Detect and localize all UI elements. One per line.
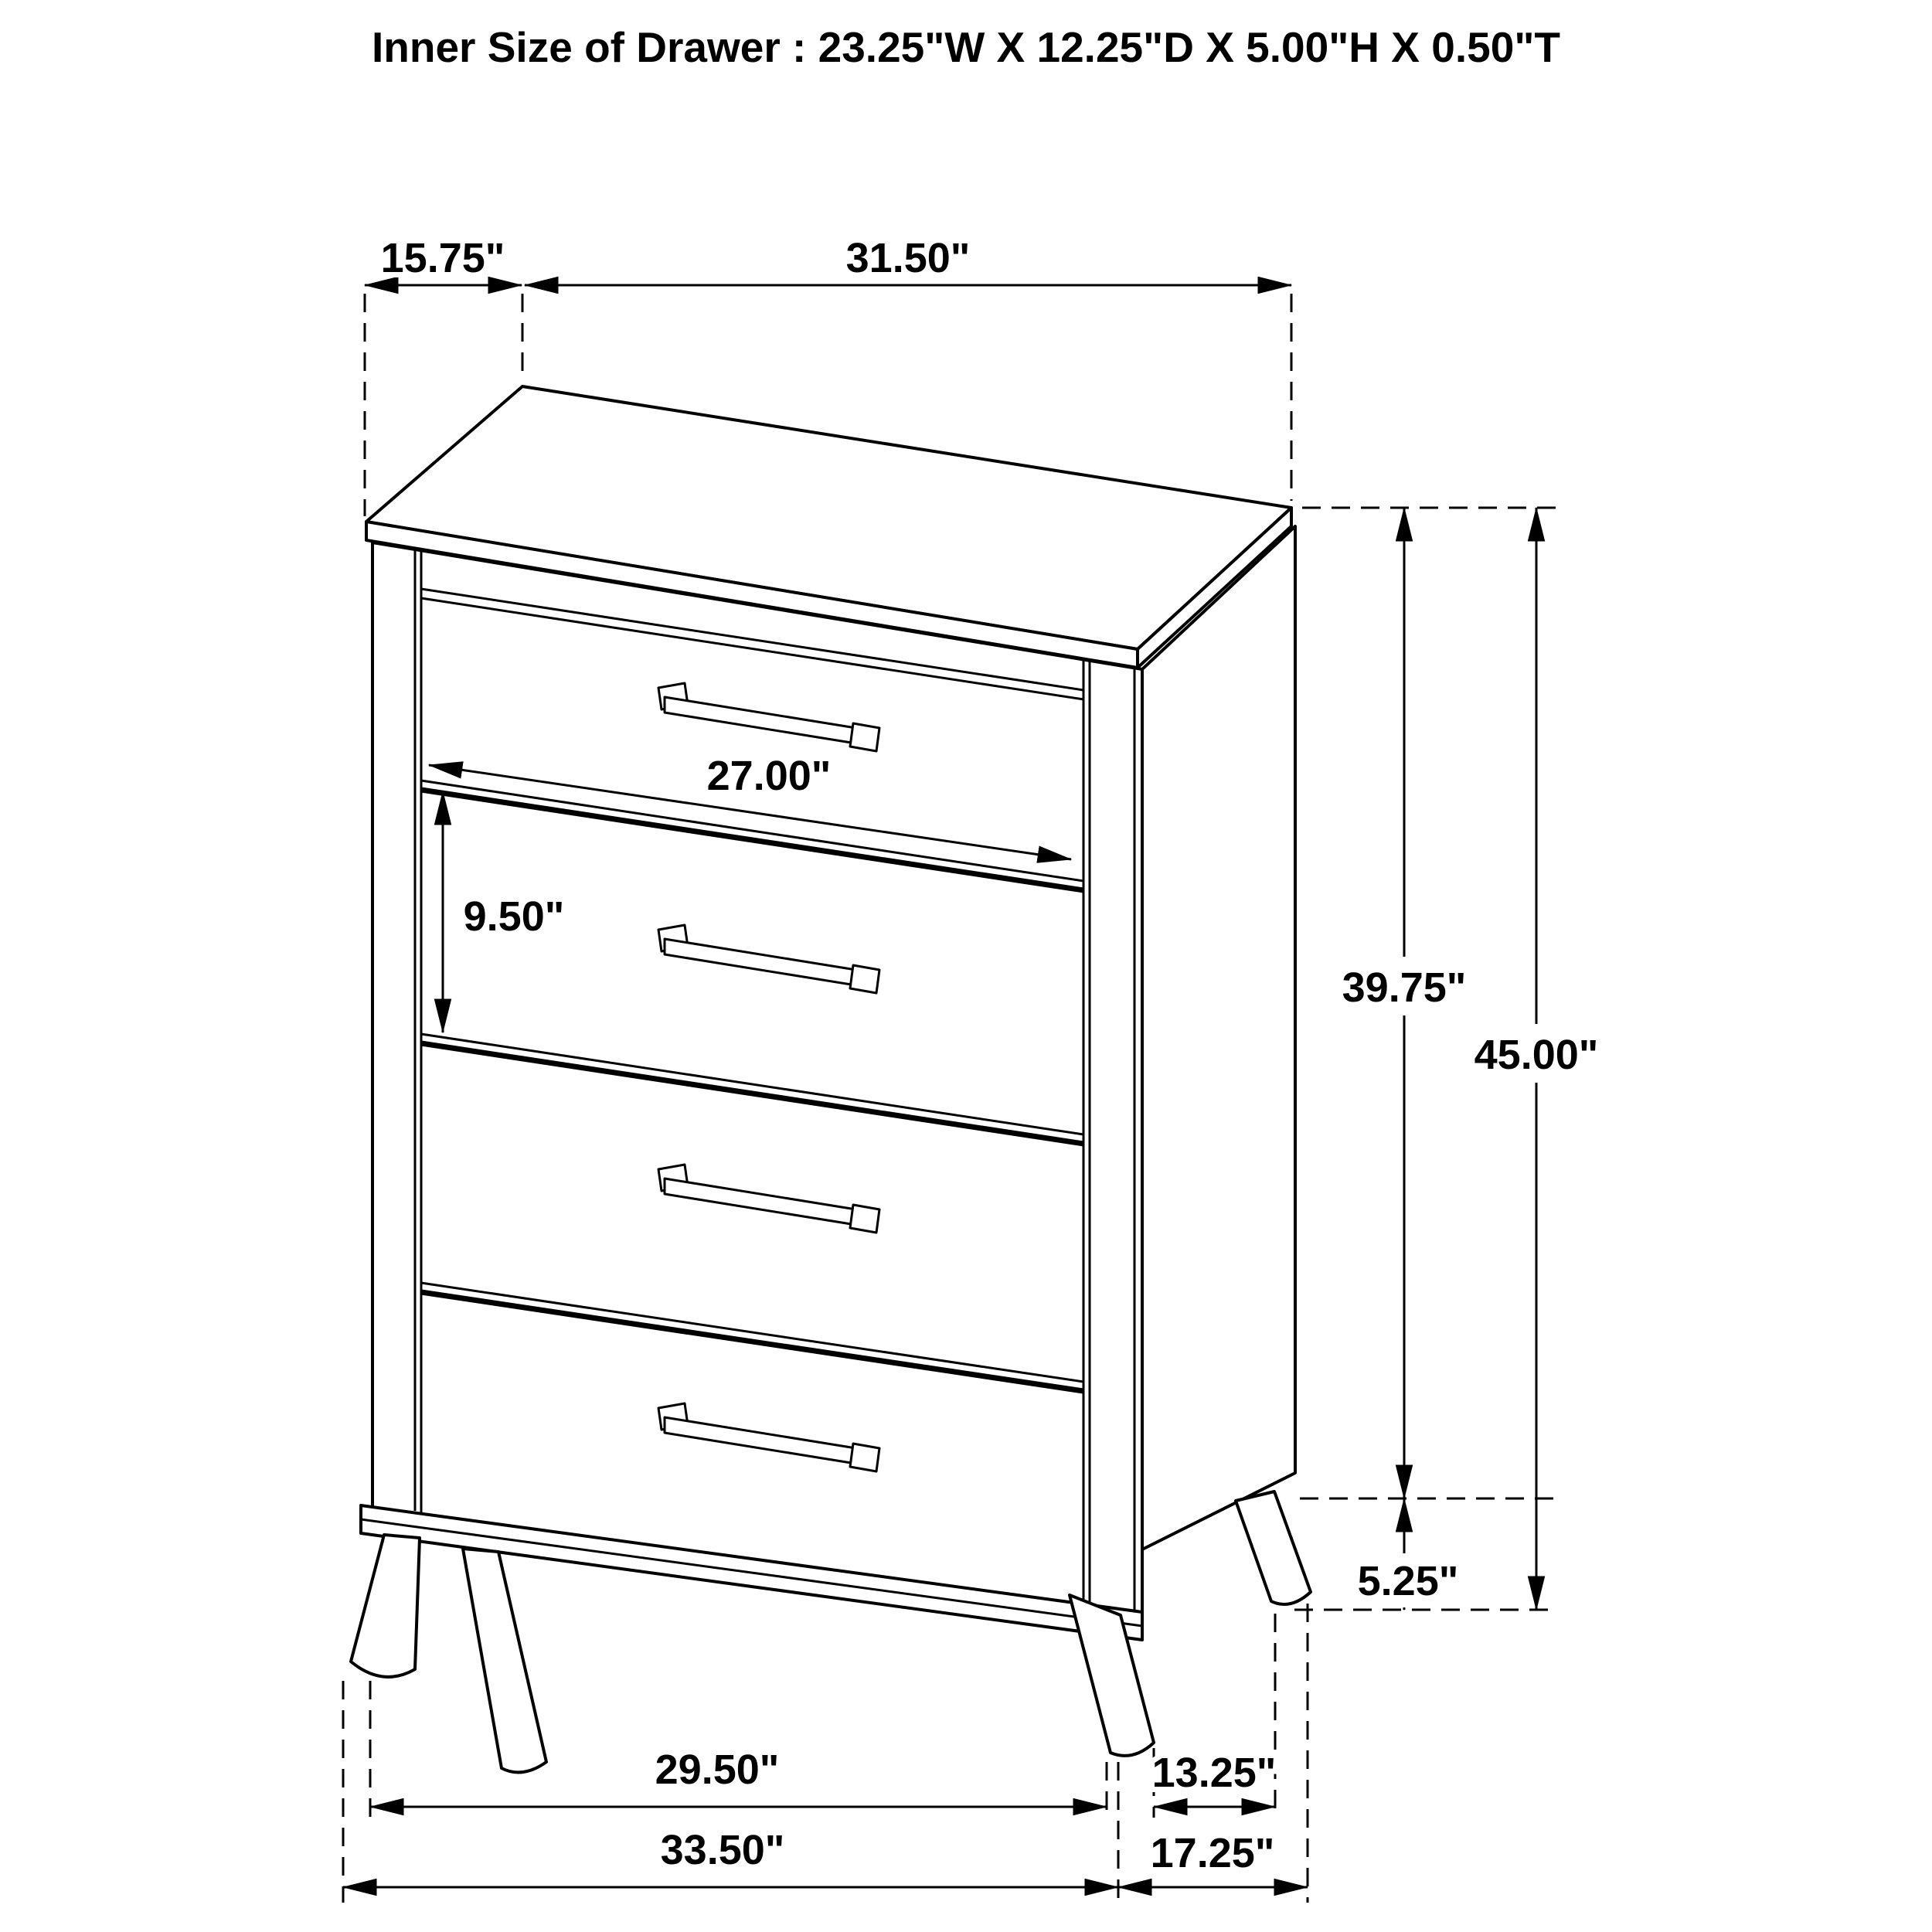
dim-label-case-height: 39.75" bbox=[1342, 964, 1467, 1011]
front-left-leg bbox=[351, 1535, 420, 1677]
dim-label-drawer-height: 9.50" bbox=[463, 893, 565, 940]
dim-label-drawer-width: 27.00" bbox=[706, 753, 832, 799]
page-title: Inner Size of Drawer : 23.25"W X 12.25"D X 5.00"H X 0.50"T bbox=[372, 23, 1560, 71]
dim-label-top-width: 31.50" bbox=[845, 235, 971, 281]
height-dimensions bbox=[1294, 508, 1627, 1610]
back-left-leg bbox=[463, 1549, 546, 1772]
dim-label-leg-height: 5.25" bbox=[1357, 1558, 1459, 1604]
back-right-leg bbox=[1236, 1492, 1311, 1604]
right-side-panel bbox=[1142, 526, 1295, 1549]
dim-label-front-feet-outer: 33.50" bbox=[660, 1827, 785, 1873]
front-face bbox=[372, 543, 1142, 1619]
dim-label-front-feet-inner: 29.50" bbox=[655, 1747, 780, 1793]
dim-label-top-depth: 15.75" bbox=[380, 235, 505, 281]
dim-label-side-feet-outer: 17.25" bbox=[1150, 1830, 1275, 1876]
dim-label-overall-height: 45.00" bbox=[1474, 1032, 1599, 1078]
dim-label-side-feet-inner: 13.25" bbox=[1151, 1750, 1277, 1796]
chest-drawing bbox=[351, 386, 1311, 1772]
